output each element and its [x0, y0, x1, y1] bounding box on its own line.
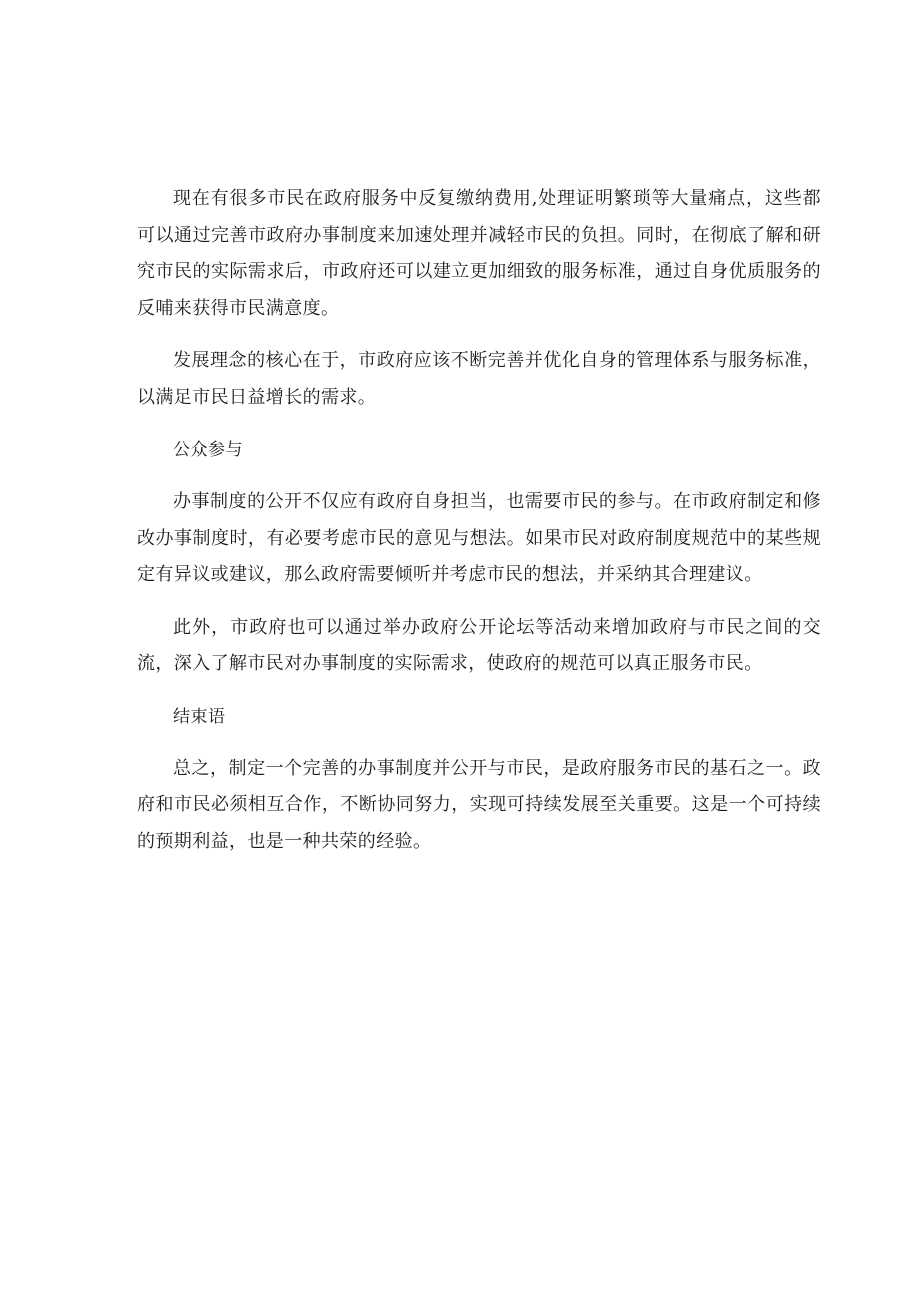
paragraph-public-forum: 此外，市政府也可以通过举办政府公开论坛等活动来增加政府与市民之间的交流，深入了解市民对办事制度的实际需求，使政府的规范可以真正服务市民。 [137, 616, 821, 674]
paragraph-public-participation: 办事制度的公开不仅应有政府自身担当，也需要市民的参与。在市政府制定和修改办事制度时，有必要考虑市民的意见与想法。如果市民对政府制度规范中的某些规定有异议或建议，那么政府需要倾听并考虑市民的想法，并采纳其合理建议。 [137, 491, 821, 585]
paragraph-conclusion: 总之，制定一个完善的办事制度并公开与市民，是政府服务市民的基石之一。政府和市民必须相互合作，不断协同努力，实现可持续发展至关重要。这是一个可持续的预期利益，也是一种共荣的经验。 [137, 757, 821, 852]
paragraph-development-concept: 发展理念的核心在于，市政府应该不断完善并优化自身的管理体系与服务标准，以满足市民日益增长的需求。 [137, 350, 821, 408]
section-heading-conclusion: 结束语 [173, 706, 226, 727]
paragraph-service-pain-points: 现在有很多市民在政府服务中反复缴纳费用,处理证明繁琐等大量痛点，这些都可以通过完善市政府办事制度来加速处理并减轻市民的负担。同时，在彻底了解和研究市民的实际需求后，市政府还可以建立更加细致的服务标准，通过自身优质服务的反哺来获得市民满意度。 [137, 188, 821, 319]
document-body [137, 181, 821, 860]
section-heading-public-participation: 公众参与 [173, 440, 243, 460]
